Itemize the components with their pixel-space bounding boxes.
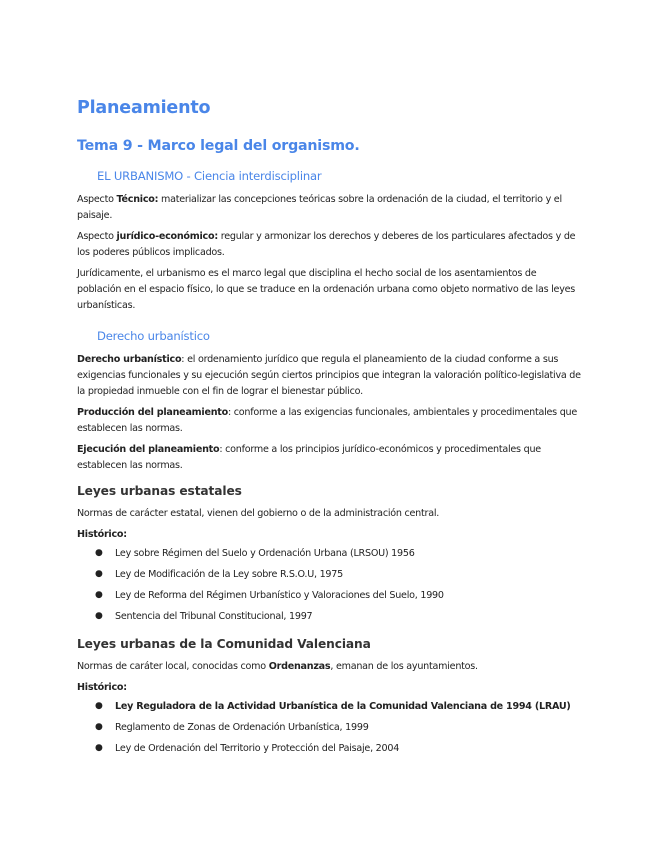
section-derecho-heading: Derecho urbanístico <box>97 329 210 343</box>
list-item: ● Reglamento de Zonas de Ordenación Urbanística, 1999 <box>95 722 369 733</box>
paragraph-juridicamente: Jurídicamente, el urbanismo es el marco legal que disciplina el hecho social de los asentamientos de población en el espacio físico, lo que se traduce en la ordenación urbana como objeto normativo de las leyes urbanísticas. <box>77 268 576 311</box>
section-valenciana-heading: Leyes urbanas de la Comunidad Valenciana <box>77 637 371 651</box>
document-page <box>77 98 582 763</box>
section-urbanismo-heading: EL URBANISMO - Ciencia interdisciplinar <box>97 169 322 183</box>
bullet-icon: ● <box>95 611 103 621</box>
historico-label: Histórico: <box>77 529 127 540</box>
bullet-icon: ● <box>95 569 103 579</box>
page-subtitle: Tema 9 - Marco legal del organismo. <box>77 138 360 154</box>
paragraph-estatales-intro: Normas de carácter estatal, vienen del gobierno o de la administración central. <box>77 508 440 519</box>
list-item: ● Sentencia del Tribunal Constitucional, 1997 <box>95 611 313 622</box>
bullet-icon: ● <box>95 701 103 711</box>
paragraph-produccion: Producción del planeamiento: conforme a las exigencias funcionales, ambientales y procedimentales que establecen las normas. <box>77 407 578 434</box>
estatales-list <box>77 547 582 623</box>
paragraph-aspecto-juridico: Aspecto jurídico-económico: regular y armonizar los derechos y deberes de los particulares afectados y de los poderes públicos implicados. <box>77 231 576 258</box>
paragraph-aspecto-tecnico: Aspecto Técnico: materializar las concepciones teóricas sobre la ordenación de la ciudad, el territorio y el paisaje. <box>77 194 562 221</box>
valenciana-list <box>77 700 582 755</box>
list-item: ● Ley de Reforma del Régimen Urbanístico y Valoraciones del Suelo, 1990 <box>95 590 444 601</box>
section-estatales-heading: Leyes urbanas estatales <box>77 484 242 498</box>
list-item: ● Ley Reguladora de la Actividad Urbanística de la Comunidad Valenciana de 1994 (LRAU) <box>95 701 571 712</box>
list-item: ● Ley de Ordenación del Territorio y Protección del Paisaje, 2004 <box>95 743 400 754</box>
list-item: ● Ley sobre Régimen del Suelo y Ordenación Urbana (LRSOU) 1956 <box>95 548 415 559</box>
bullet-icon: ● <box>95 743 103 753</box>
bullet-icon: ● <box>95 722 103 732</box>
paragraph-ejecucion: Ejecución del planeamiento: conforme a los principios jurídico-económicos y procedimentales que establecen las normas. <box>77 444 541 471</box>
bullet-icon: ● <box>95 548 103 558</box>
paragraph-valenciana-intro: Normas de caráter local, conocidas como Ordenanzas, emanan de los ayuntamientos. <box>77 661 478 672</box>
page-title: Planeamiento <box>77 98 211 118</box>
historico-label: Histórico: <box>77 682 127 693</box>
paragraph-derecho-urbanistico: Derecho urbanístico: el ordenamiento jurídico que regula el planeamiento de la ciudad conforme a sus exigencias funcionales y su ejecución según ciertos principios que integran la valoración político-legislativa de la propiedad inmueble con el fin de lograr el bienestar público. <box>77 354 581 397</box>
bullet-icon: ● <box>95 590 103 600</box>
list-item: ● Ley de Modificación de la Ley sobre R.S.O.U, 1975 <box>95 569 343 580</box>
